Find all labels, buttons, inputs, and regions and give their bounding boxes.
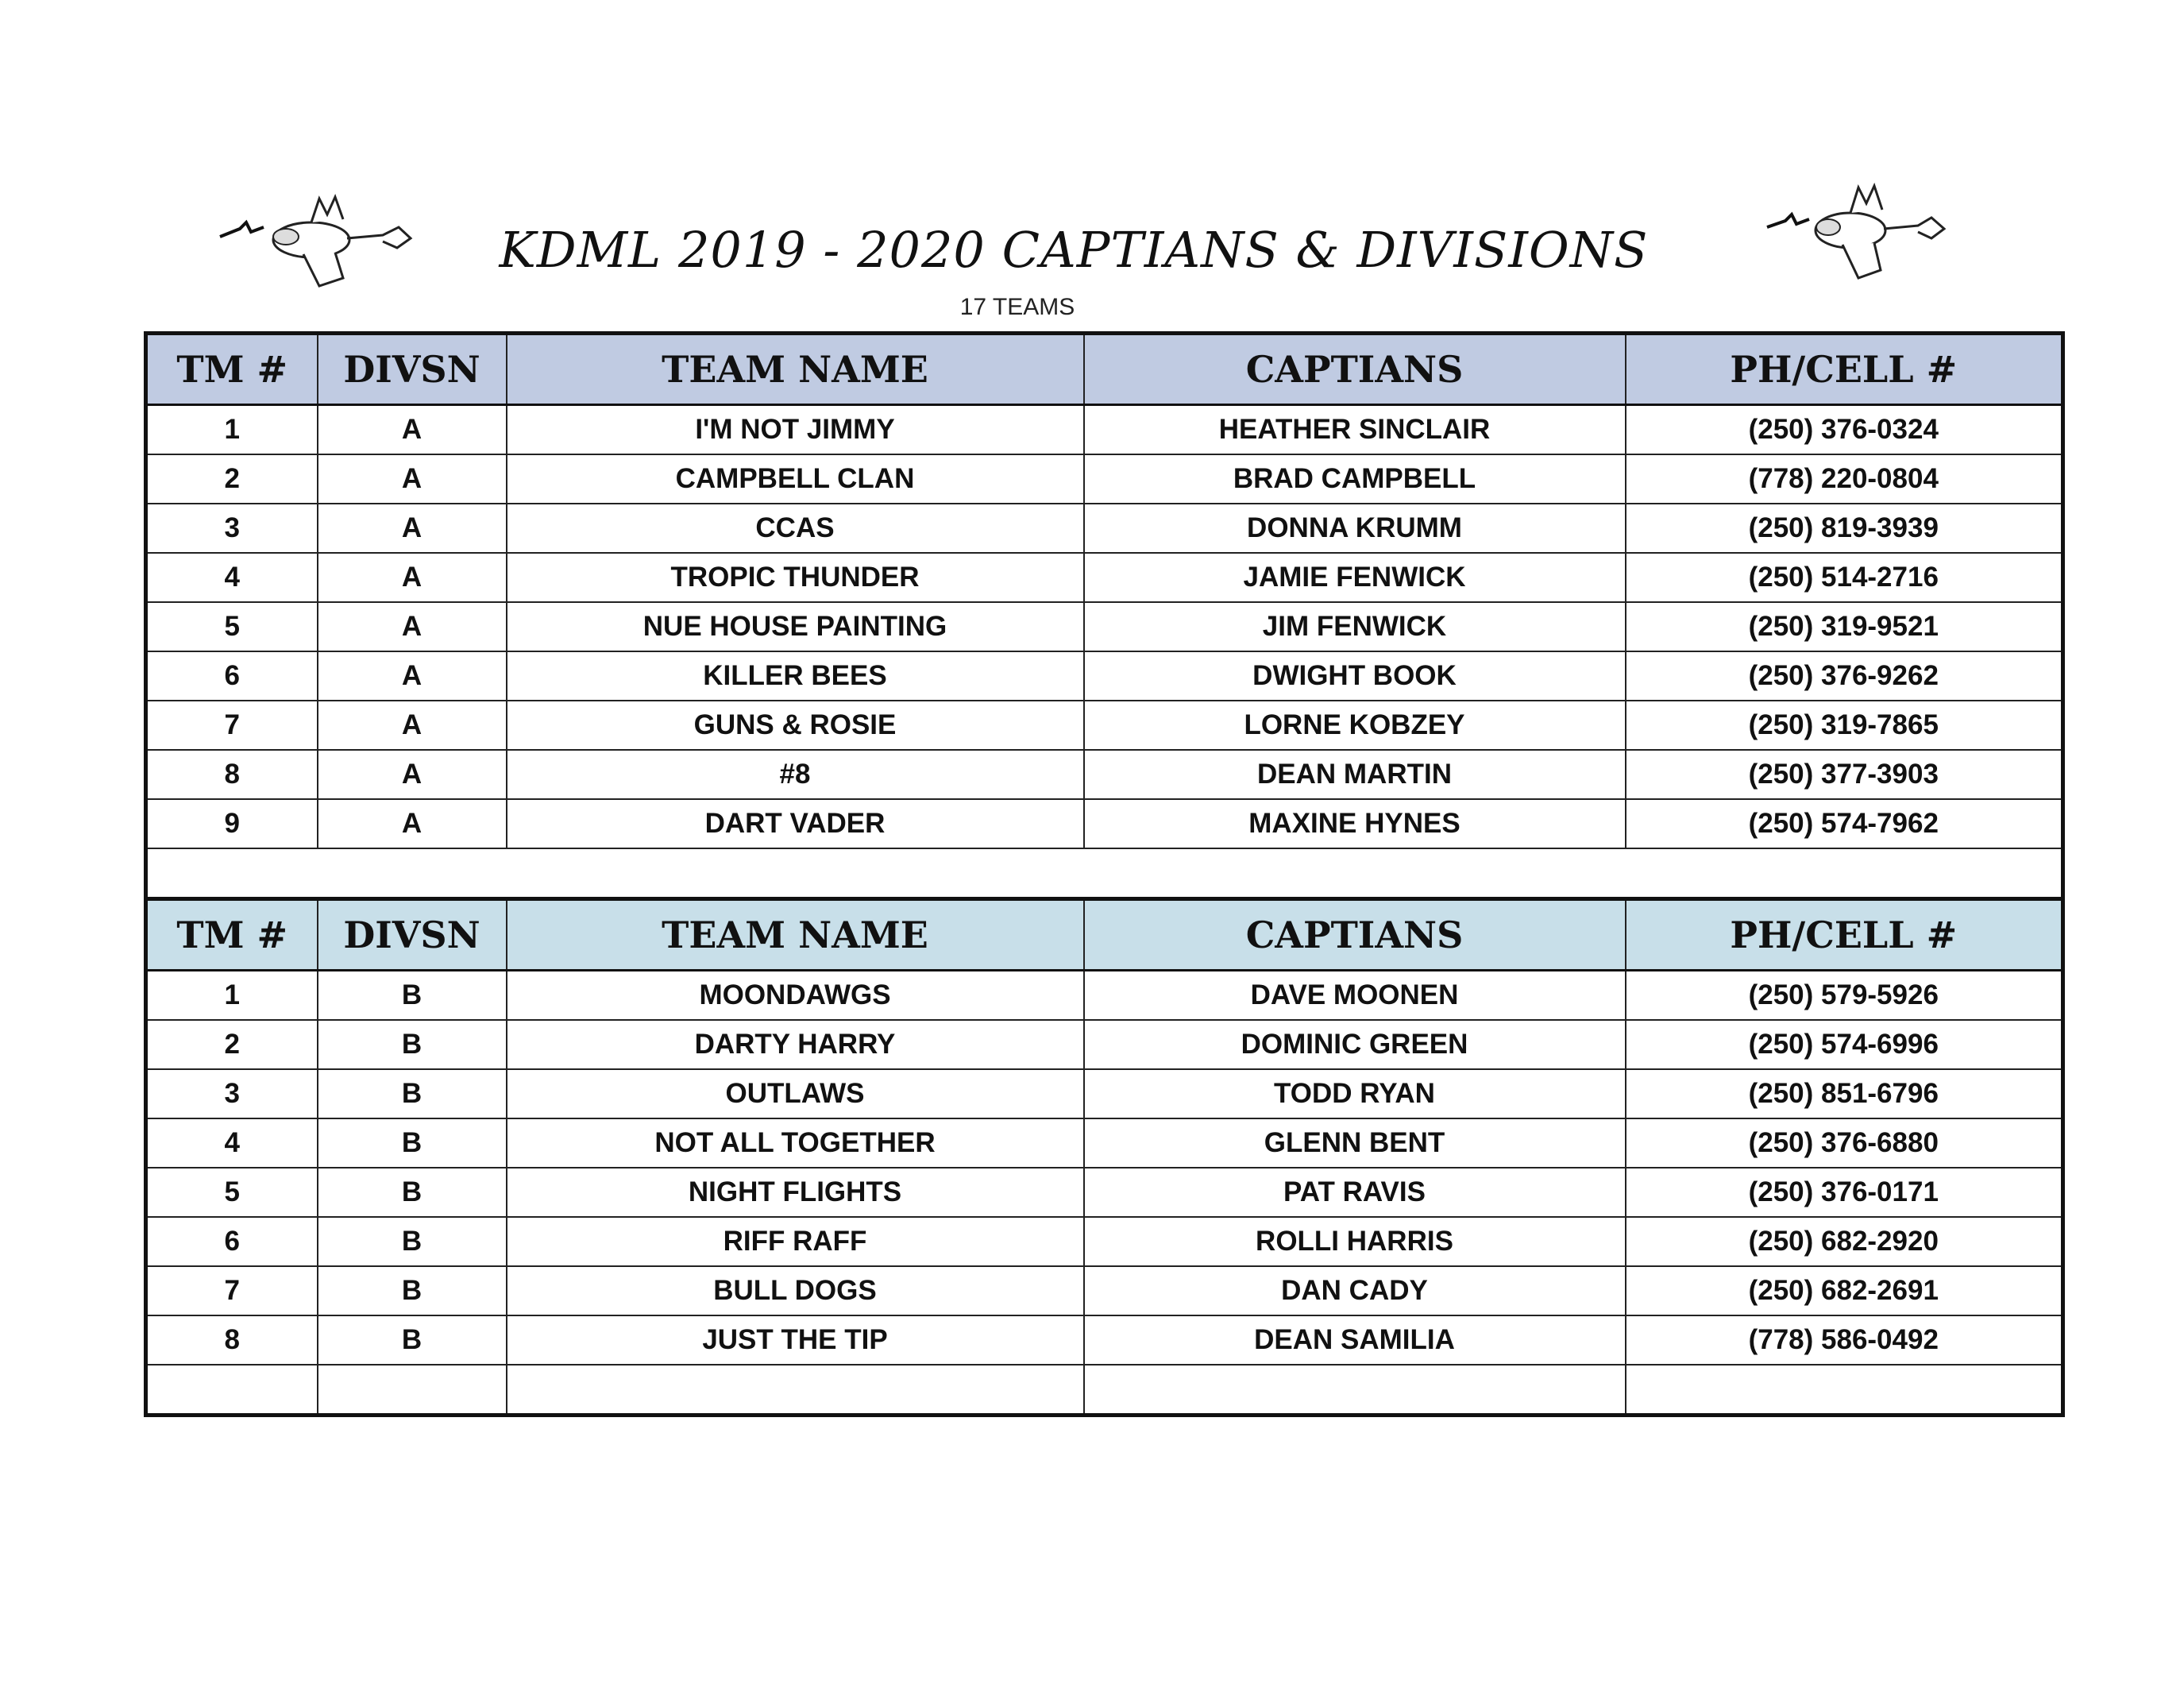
column-header-phone: PH/CELL # — [1626, 334, 2063, 405]
division-cell: B — [318, 1315, 507, 1365]
captain-cell: TODD RYAN — [1084, 1069, 1626, 1118]
column-header-division: DIVSN — [318, 334, 507, 405]
spacer-cell — [146, 848, 2063, 899]
team-name-cell: BULL DOGS — [507, 1266, 1084, 1315]
empty-cell — [507, 1365, 1084, 1416]
team-name-cell: I'M NOT JIMMY — [507, 405, 1084, 455]
column-header-captain: CAPTIANS — [1084, 899, 1626, 971]
division-cell: A — [318, 454, 507, 504]
phone-cell: (250) 514-2716 — [1626, 553, 2063, 602]
phone-cell: (250) 376-0324 — [1626, 405, 2063, 455]
captain-cell: DONNA KRUMM — [1084, 504, 1626, 553]
table-row — [146, 454, 2063, 504]
phone-cell: (250) 377-3903 — [1626, 750, 2063, 799]
column-header-captain: CAPTIANS — [1084, 334, 1626, 405]
division-cell: B — [318, 1020, 507, 1069]
empty-cell — [318, 1365, 507, 1416]
blank-row — [146, 1365, 2063, 1416]
phone-cell: (250) 376-9262 — [1626, 651, 2063, 701]
phone-cell: (250) 319-7865 — [1626, 701, 2063, 750]
team-number-cell: 1 — [146, 405, 318, 455]
column-header-team-name: TEAM NAME — [507, 334, 1084, 405]
table-row — [146, 799, 2063, 848]
division-cell: B — [318, 1217, 507, 1266]
captain-cell: JIM FENWICK — [1084, 602, 1626, 651]
phone-cell: (250) 319-9521 — [1626, 602, 2063, 651]
phone-cell: (778) 586-0492 — [1626, 1315, 2063, 1365]
division-cell: A — [318, 504, 507, 553]
table-row — [146, 553, 2063, 602]
page-title: KDML 2019 - 2020 CAPTIANS & DIVISIONS — [499, 221, 1649, 279]
captain-cell: JAMIE FENWICK — [1084, 553, 1626, 602]
team-name-cell: NIGHT FLIGHTS — [507, 1168, 1084, 1217]
phone-cell: (250) 682-2691 — [1626, 1266, 2063, 1315]
team-count: 17 TEAMS — [959, 294, 1075, 320]
division-cell: A — [318, 651, 507, 701]
division-cell: A — [318, 553, 507, 602]
table-row — [146, 1217, 2063, 1266]
team-number-cell: 3 — [146, 504, 318, 553]
team-name-cell: DARTY HARRY — [507, 1020, 1084, 1069]
header-row-b — [146, 899, 2063, 971]
team-number-cell: 8 — [146, 750, 318, 799]
team-name-cell: #8 — [507, 750, 1084, 799]
division-cell: B — [318, 1168, 507, 1217]
column-header-team-number: TM # — [146, 334, 318, 405]
empty-cell — [146, 1365, 318, 1416]
division-cell: B — [318, 971, 507, 1021]
captain-cell: DEAN MARTIN — [1084, 750, 1626, 799]
division-cell: A — [318, 405, 507, 455]
team-name-cell: OUTLAWS — [507, 1069, 1084, 1118]
team-name-cell: MOONDAWGS — [507, 971, 1084, 1021]
captain-cell: HEATHER SINCLAIR — [1084, 405, 1626, 455]
team-name-cell: NUE HOUSE PAINTING — [507, 602, 1084, 651]
division-cell: B — [318, 1069, 507, 1118]
captain-cell: BRAD CAMPBELL — [1084, 454, 1626, 504]
captain-cell: DAN CADY — [1084, 1266, 1626, 1315]
phone-cell: (250) 376-0171 — [1626, 1168, 2063, 1217]
team-number-cell: 2 — [146, 1020, 318, 1069]
phone-cell: (778) 220-0804 — [1626, 454, 2063, 504]
table-row — [146, 504, 2063, 553]
table-row — [146, 651, 2063, 701]
team-name-cell: TROPIC THUNDER — [507, 553, 1084, 602]
table-row — [146, 971, 2063, 1021]
division-cell: A — [318, 602, 507, 651]
table-row — [146, 1069, 2063, 1118]
empty-cell — [1626, 1365, 2063, 1416]
empty-cell — [1084, 1365, 1626, 1416]
team-number-cell: 5 — [146, 1168, 318, 1217]
captain-cell: LORNE KOBZEY — [1084, 701, 1626, 750]
captain-cell: DAVE MOONEN — [1084, 971, 1626, 1021]
column-header-division: DIVSN — [318, 899, 507, 971]
table-row — [146, 750, 2063, 799]
captain-cell: DOMINIC GREEN — [1084, 1020, 1626, 1069]
division-cell: A — [318, 701, 507, 750]
team-name-cell: KILLER BEES — [507, 651, 1084, 701]
team-number-cell: 4 — [146, 553, 318, 602]
team-name-cell: JUST THE TIP — [507, 1315, 1084, 1365]
phone-cell: (250) 574-7962 — [1626, 799, 2063, 848]
team-name-cell: GUNS & ROSIE — [507, 701, 1084, 750]
team-number-cell: 2 — [146, 454, 318, 504]
captains-divisions-table — [144, 331, 2065, 1417]
team-number-cell: 5 — [146, 602, 318, 651]
column-header-team-name: TEAM NAME — [507, 899, 1084, 971]
team-number-cell: 6 — [146, 1217, 318, 1266]
table-row — [146, 1118, 2063, 1168]
division-cell: A — [318, 750, 507, 799]
team-number-cell: 6 — [146, 651, 318, 701]
team-number-cell: 7 — [146, 1266, 318, 1315]
table-row — [146, 1020, 2063, 1069]
team-number-cell: 4 — [146, 1118, 318, 1168]
table-row — [146, 1266, 2063, 1315]
column-header-phone: PH/CELL # — [1626, 899, 2063, 971]
division-cell: B — [318, 1266, 507, 1315]
phone-cell: (250) 579-5926 — [1626, 971, 2063, 1021]
team-name-cell: CAMPBELL CLAN — [507, 454, 1084, 504]
captain-cell: GLENN BENT — [1084, 1118, 1626, 1168]
table-row — [146, 405, 2063, 455]
captain-cell: ROLLI HARRIS — [1084, 1217, 1626, 1266]
table-row — [146, 602, 2063, 651]
table-row — [146, 1168, 2063, 1217]
blank-row — [146, 848, 2063, 899]
phone-cell: (250) 819-3939 — [1626, 504, 2063, 553]
team-number-cell: 8 — [146, 1315, 318, 1365]
captain-cell: MAXINE HYNES — [1084, 799, 1626, 848]
team-number-cell: 7 — [146, 701, 318, 750]
team-number-cell: 1 — [146, 971, 318, 1021]
team-name-cell: RIFF RAFF — [507, 1217, 1084, 1266]
team-number-cell: 9 — [146, 799, 318, 848]
captain-cell: PAT RAVIS — [1084, 1168, 1626, 1217]
table-row — [146, 701, 2063, 750]
phone-cell: (250) 574-6996 — [1626, 1020, 2063, 1069]
team-name-cell: DART VADER — [507, 799, 1084, 848]
phone-cell: (250) 851-6796 — [1626, 1069, 2063, 1118]
division-cell: B — [318, 1118, 507, 1168]
header-row-a — [146, 334, 2063, 405]
column-header-team-number: TM # — [146, 899, 318, 971]
phone-cell: (250) 376-6880 — [1626, 1118, 2063, 1168]
team-number-cell: 3 — [146, 1069, 318, 1118]
division-cell: A — [318, 799, 507, 848]
table-row — [146, 1315, 2063, 1365]
team-name-cell: NOT ALL TOGETHER — [507, 1118, 1084, 1168]
phone-cell: (250) 682-2920 — [1626, 1217, 2063, 1266]
captain-cell: DWIGHT BOOK — [1084, 651, 1626, 701]
team-name-cell: CCAS — [507, 504, 1084, 553]
captain-cell: DEAN SAMILIA — [1084, 1315, 1626, 1365]
